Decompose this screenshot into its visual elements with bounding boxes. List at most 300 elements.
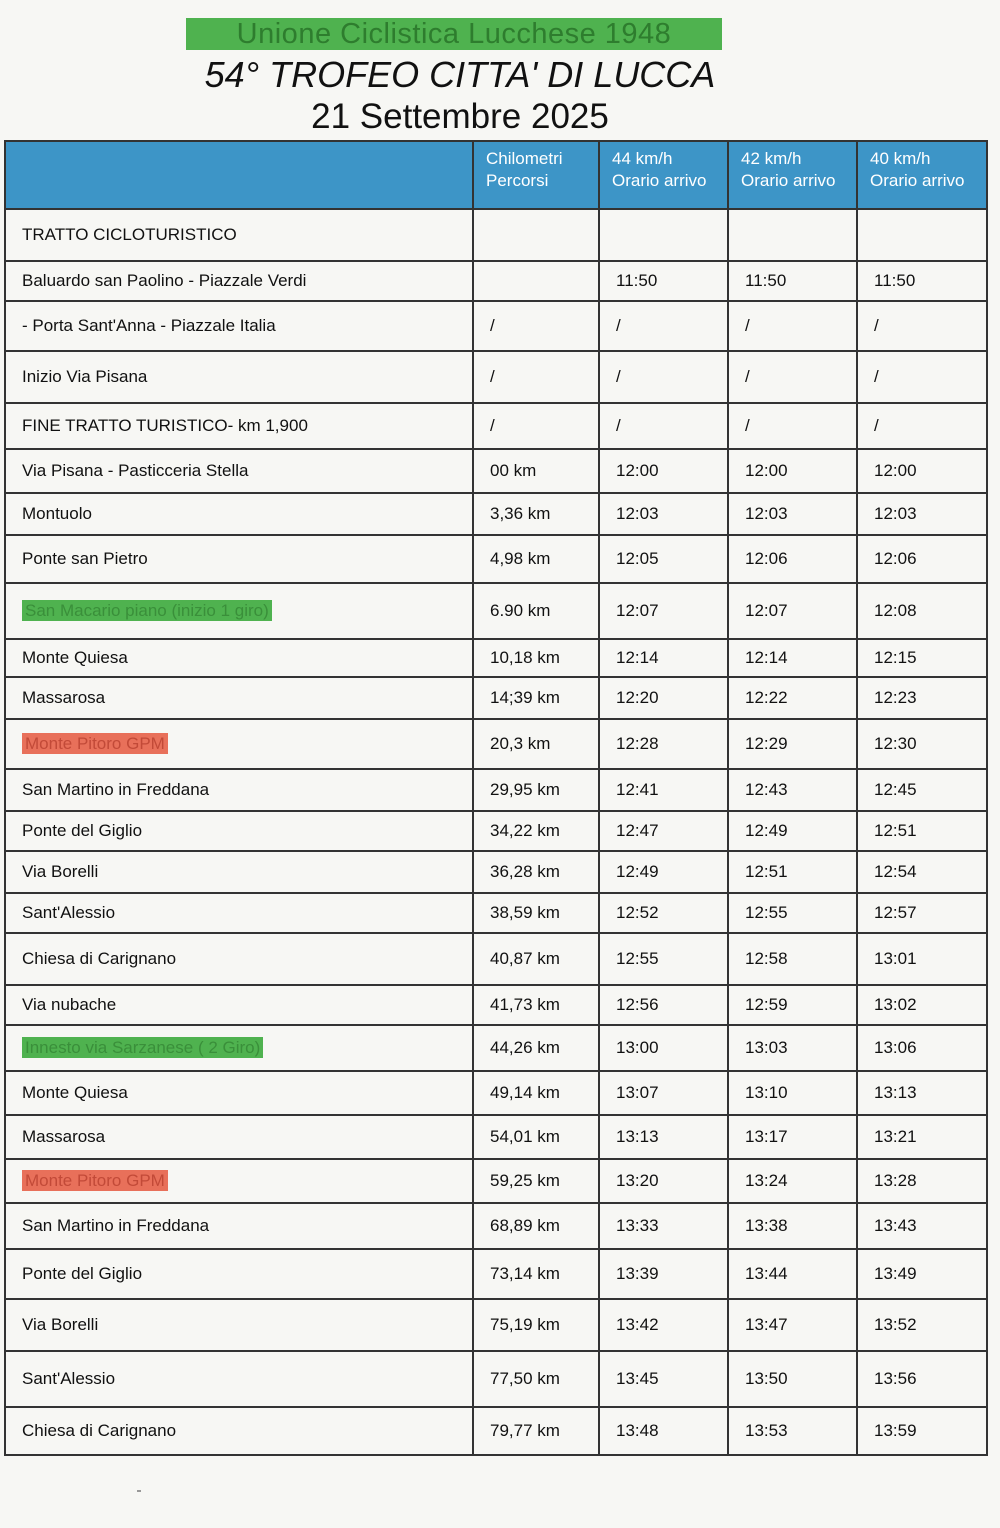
time-40kmh-cell [857, 1115, 987, 1159]
cell-value: 13:44 [745, 1264, 788, 1283]
cell-value: 13:52 [874, 1315, 917, 1334]
time-44kmh-cell [599, 209, 728, 261]
column-header-44kmh: 44 km/h Orario arrivo [599, 141, 728, 209]
cell-value: 13:03 [745, 1038, 788, 1057]
cell-value: 12:55 [745, 903, 788, 922]
time-42kmh-cell [728, 301, 857, 351]
cell-value: 12:03 [874, 504, 917, 523]
cell-value: 13:39 [616, 1264, 659, 1283]
place-cell [5, 261, 473, 301]
time-44kmh-cell [599, 933, 728, 985]
place-cell [5, 811, 473, 851]
cell-value: 12:23 [874, 688, 917, 707]
cell-value: / [490, 316, 495, 335]
place-label: - Porta Sant'Anna - Piazzale Italia [22, 316, 276, 335]
cell-value: 12:56 [616, 995, 659, 1014]
time-42kmh-cell [728, 1351, 857, 1407]
place-label: Montuolo [22, 504, 92, 523]
km-cell [473, 677, 599, 719]
table-row [5, 769, 987, 811]
cell-value: 13:17 [745, 1127, 788, 1146]
cell-value: 13:59 [874, 1421, 917, 1440]
cell-value: 13:49 [874, 1264, 917, 1283]
cell-value: / [745, 416, 750, 435]
cell-value: 12:08 [874, 601, 917, 620]
km-cell [473, 535, 599, 583]
km-cell [473, 769, 599, 811]
time-44kmh-cell [599, 985, 728, 1025]
place-cell [5, 851, 473, 893]
cell-value: 12:51 [745, 862, 788, 881]
time-42kmh-cell [728, 1299, 857, 1351]
cell-value: 12:03 [745, 504, 788, 523]
cell-value: / [616, 316, 621, 335]
place-label: Innesto via Sarzanese ( 2 Giro) [22, 1037, 263, 1058]
cell-value: 12:06 [745, 549, 788, 568]
place-cell [5, 449, 473, 493]
time-44kmh-cell [599, 1203, 728, 1249]
trophy-title: 54° TROFEO CITTA' DI LUCCA [204, 54, 716, 95]
place-cell [5, 1025, 473, 1071]
place-label: Ponte del Giglio [22, 1264, 143, 1283]
table-row [5, 583, 987, 639]
time-40kmh-cell [857, 493, 987, 535]
time-42kmh-cell [728, 351, 857, 403]
time-42kmh-cell [728, 1407, 857, 1455]
time-40kmh-cell [857, 351, 987, 403]
table-row [5, 851, 987, 893]
place-label: Massarosa [22, 688, 106, 707]
time-44kmh-cell [599, 677, 728, 719]
cell-value: 12:45 [874, 780, 917, 799]
cell-value: 12:05 [616, 549, 659, 568]
place-cell [5, 893, 473, 933]
time-40kmh-cell [857, 1299, 987, 1351]
place-cell [5, 1407, 473, 1455]
time-44kmh-cell [599, 811, 728, 851]
km-cell [473, 209, 599, 261]
table-row [5, 261, 987, 301]
time-42kmh-cell [728, 893, 857, 933]
cell-value: 12:55 [616, 949, 659, 968]
table-row [5, 1071, 987, 1115]
cell-value: / [874, 416, 879, 435]
cell-value: 13:47 [745, 1315, 788, 1334]
time-44kmh-cell [599, 1115, 728, 1159]
time-40kmh-cell [857, 535, 987, 583]
km-cell [473, 1203, 599, 1249]
cell-value: 12:57 [874, 903, 917, 922]
table-row [5, 677, 987, 719]
km-cell [473, 351, 599, 403]
table-row [5, 639, 987, 677]
table-row [5, 719, 987, 769]
cell-value: 13:50 [745, 1369, 788, 1388]
place-cell [5, 209, 473, 261]
km-cell [473, 403, 599, 449]
place-label: Via Borelli [22, 862, 99, 881]
cell-value: 13:56 [874, 1369, 917, 1388]
place-label: TRATTO CICLOTURISTICO [22, 225, 237, 244]
table-row [5, 301, 987, 351]
cell-value: 13:42 [616, 1315, 659, 1334]
cell-value: 49,14 km [490, 1083, 560, 1102]
cell-value: 11:50 [745, 271, 787, 290]
cell-value: 12:58 [745, 949, 788, 968]
cell-value: 13:53 [745, 1421, 788, 1440]
column-header-42kmh: 42 km/h Orario arrivo [728, 141, 857, 209]
km-cell [473, 933, 599, 985]
time-42kmh-cell [728, 403, 857, 449]
cell-value: 12:43 [745, 780, 788, 799]
time-42kmh-cell [728, 639, 857, 677]
place-cell [5, 985, 473, 1025]
cell-value: 4,98 km [490, 549, 551, 568]
time-40kmh-cell [857, 933, 987, 985]
time-42kmh-cell [728, 209, 857, 261]
time-40kmh-cell [857, 719, 987, 769]
km-cell [473, 301, 599, 351]
km-cell [473, 1159, 599, 1203]
place-cell [5, 351, 473, 403]
km-cell [473, 851, 599, 893]
column-header-km: Chilometri Percorsi [473, 141, 599, 209]
time-44kmh-cell [599, 1351, 728, 1407]
cell-value: 00 km [490, 461, 537, 480]
cell-value: 40,87 km [490, 949, 560, 968]
cell-value: 13:06 [874, 1038, 917, 1057]
cell-value: 13:28 [874, 1171, 917, 1190]
cell-value: 41,73 km [490, 995, 560, 1014]
table-row [5, 893, 987, 933]
place-cell [5, 1203, 473, 1249]
time-40kmh-cell [857, 261, 987, 301]
km-cell [473, 1351, 599, 1407]
table-row [5, 1249, 987, 1299]
km-cell [473, 583, 599, 639]
cell-value: 12:49 [616, 862, 659, 881]
table-row [5, 493, 987, 535]
place-label: Monte Pitoro GPM [22, 733, 168, 754]
cell-value: 10,18 km [490, 648, 560, 667]
time-44kmh-cell [599, 493, 728, 535]
cell-value: 12:15 [874, 648, 917, 667]
place-cell [5, 403, 473, 449]
cell-value: 12:22 [745, 688, 788, 707]
column-header-40kmh: 40 km/h Orario arrivo [857, 141, 987, 209]
time-40kmh-cell [857, 1249, 987, 1299]
time-40kmh-cell [857, 1407, 987, 1455]
km-cell [473, 493, 599, 535]
place-cell [5, 719, 473, 769]
time-40kmh-cell [857, 769, 987, 811]
time-44kmh-cell [599, 851, 728, 893]
time-44kmh-cell [599, 1071, 728, 1115]
cell-value: 12:30 [874, 734, 917, 753]
cell-value: 12:52 [616, 903, 659, 922]
cell-value: 12:07 [745, 601, 788, 620]
place-label: San Martino in Freddana [22, 780, 210, 799]
place-label: Chiesa di Carignano [22, 949, 177, 968]
time-40kmh-cell [857, 1025, 987, 1071]
time-42kmh-cell [728, 811, 857, 851]
place-cell [5, 1299, 473, 1351]
cell-value: / [874, 367, 879, 386]
cell-value: 12:14 [616, 648, 659, 667]
cell-value: 12:00 [616, 461, 659, 480]
cell-value: 13:00 [616, 1038, 659, 1057]
time-44kmh-cell [599, 403, 728, 449]
cell-value: / [490, 367, 495, 386]
cell-value: 13:07 [616, 1083, 659, 1102]
time-44kmh-cell [599, 583, 728, 639]
cell-value: 12:00 [745, 461, 788, 480]
cell-value: 12:20 [616, 688, 659, 707]
place-cell [5, 493, 473, 535]
cell-value: 44,26 km [490, 1038, 560, 1057]
cell-value: 12:41 [616, 780, 659, 799]
time-42kmh-cell [728, 985, 857, 1025]
time-40kmh-cell [857, 209, 987, 261]
cell-value: 73,14 km [490, 1264, 560, 1283]
table-row [5, 985, 987, 1025]
cell-value: 12:59 [745, 995, 788, 1014]
cell-value: 68,89 km [490, 1216, 560, 1235]
place-cell [5, 1071, 473, 1115]
km-cell [473, 1407, 599, 1455]
cell-value: 13:38 [745, 1216, 788, 1235]
event-date: 21 Settembre 2025 [311, 97, 609, 136]
time-44kmh-cell [599, 1299, 728, 1351]
table-row [5, 351, 987, 403]
km-cell [473, 985, 599, 1025]
cell-value: 12:07 [616, 601, 659, 620]
time-42kmh-cell [728, 769, 857, 811]
time-44kmh-cell [599, 639, 728, 677]
time-44kmh-cell [599, 351, 728, 403]
place-cell [5, 1249, 473, 1299]
cell-value: 13:13 [616, 1127, 659, 1146]
place-cell [5, 677, 473, 719]
time-40kmh-cell [857, 639, 987, 677]
scan-speck [137, 1490, 141, 1492]
time-44kmh-cell [599, 261, 728, 301]
time-42kmh-cell [728, 1159, 857, 1203]
cell-value: 13:01 [874, 949, 917, 968]
cell-value: 13:10 [745, 1083, 788, 1102]
place-label: Monte Quiesa [22, 1083, 128, 1102]
km-cell [473, 1299, 599, 1351]
km-cell [473, 719, 599, 769]
table-row [5, 1025, 987, 1071]
km-cell [473, 893, 599, 933]
time-42kmh-cell [728, 535, 857, 583]
time-42kmh-cell [728, 1249, 857, 1299]
time-42kmh-cell [728, 933, 857, 985]
time-40kmh-cell [857, 893, 987, 933]
cell-value: 12:00 [874, 461, 917, 480]
cell-value: / [616, 367, 621, 386]
time-42kmh-cell [728, 583, 857, 639]
time-44kmh-cell [599, 301, 728, 351]
time-42kmh-cell [728, 1025, 857, 1071]
place-label: Sant'Alessio [22, 1369, 116, 1388]
cell-value: 11:50 [616, 271, 658, 290]
cell-value: 12:49 [745, 821, 788, 840]
table-row [5, 449, 987, 493]
table-row [5, 1115, 987, 1159]
time-42kmh-cell [728, 493, 857, 535]
cell-value: 12:14 [745, 648, 788, 667]
place-label: Massarosa [22, 1127, 106, 1146]
cell-value: 75,19 km [490, 1315, 560, 1334]
cell-value: 12:51 [874, 821, 917, 840]
cell-value: / [745, 316, 750, 335]
table-row [5, 403, 987, 449]
km-cell [473, 639, 599, 677]
club-name: Unione Ciclistica Lucchese 1948 [186, 18, 722, 50]
cell-value: 3,36 km [490, 504, 551, 523]
place-label: Baluardo san Paolino - Piazzale Verdi [22, 271, 307, 290]
place-cell [5, 535, 473, 583]
cell-value: 12:03 [616, 504, 659, 523]
place-cell [5, 769, 473, 811]
time-42kmh-cell [728, 1115, 857, 1159]
place-label: San Macario piano (inizio 1 giro) [22, 600, 272, 621]
place-cell [5, 301, 473, 351]
table-row [5, 1203, 987, 1249]
cell-value: 13:48 [616, 1421, 659, 1440]
cell-value: 34,22 km [490, 821, 560, 840]
cell-value: 12:47 [616, 821, 659, 840]
table-row [5, 209, 987, 261]
time-40kmh-cell [857, 301, 987, 351]
km-cell [473, 1025, 599, 1071]
km-cell [473, 261, 599, 301]
place-label: Chiesa di Carignano [22, 1421, 177, 1440]
cell-value: 13:13 [874, 1083, 917, 1102]
cell-value: 11:50 [874, 271, 916, 290]
time-40kmh-cell [857, 449, 987, 493]
time-44kmh-cell [599, 719, 728, 769]
time-42kmh-cell [728, 449, 857, 493]
km-cell [473, 1071, 599, 1115]
place-cell [5, 933, 473, 985]
cell-value: / [490, 416, 495, 435]
place-label: Ponte san Pietro [22, 549, 148, 568]
place-label: Ponte del Giglio [22, 821, 143, 840]
place-cell [5, 1351, 473, 1407]
table-row [5, 1351, 987, 1407]
place-label: San Martino in Freddana [22, 1216, 210, 1235]
place-label: Via Borelli [22, 1315, 99, 1334]
time-40kmh-cell [857, 1071, 987, 1115]
time-44kmh-cell [599, 893, 728, 933]
time-42kmh-cell [728, 719, 857, 769]
time-42kmh-cell [728, 1071, 857, 1115]
place-label: Sant'Alessio [22, 903, 116, 922]
schedule-table [4, 140, 988, 1456]
time-40kmh-cell [857, 1203, 987, 1249]
time-40kmh-cell [857, 811, 987, 851]
time-40kmh-cell [857, 1159, 987, 1203]
table-row [5, 811, 987, 851]
place-cell [5, 583, 473, 639]
table-row [5, 1299, 987, 1351]
time-42kmh-cell [728, 261, 857, 301]
table-row [5, 933, 987, 985]
cell-value: 13:02 [874, 995, 917, 1014]
km-cell [473, 1115, 599, 1159]
time-40kmh-cell [857, 1351, 987, 1407]
cell-value: 38,59 km [490, 903, 560, 922]
cell-value: 59,25 km [490, 1171, 560, 1190]
cell-value: / [616, 416, 621, 435]
place-label: Via nubache [22, 995, 117, 1014]
place-cell [5, 1115, 473, 1159]
table-row [5, 535, 987, 583]
time-44kmh-cell [599, 535, 728, 583]
place-cell [5, 1159, 473, 1203]
cell-value: 36,28 km [490, 862, 560, 881]
time-42kmh-cell [728, 851, 857, 893]
time-44kmh-cell [599, 769, 728, 811]
cell-value: 13:24 [745, 1171, 788, 1190]
time-44kmh-cell [599, 1025, 728, 1071]
cell-value: 20,3 km [490, 734, 551, 753]
time-44kmh-cell [599, 1249, 728, 1299]
cell-value: / [745, 367, 750, 386]
column-header-place [5, 141, 473, 209]
place-cell [5, 639, 473, 677]
table-row [5, 1159, 987, 1203]
table-row [5, 1407, 987, 1455]
time-40kmh-cell [857, 583, 987, 639]
cell-value: 13:20 [616, 1171, 659, 1190]
cell-value: 6.90 km [490, 601, 551, 620]
time-44kmh-cell [599, 1159, 728, 1203]
time-40kmh-cell [857, 677, 987, 719]
time-40kmh-cell [857, 985, 987, 1025]
cell-value: 12:28 [616, 734, 659, 753]
km-cell [473, 811, 599, 851]
cell-value: 12:54 [874, 862, 917, 881]
place-label: Inizio Via Pisana [22, 367, 148, 386]
place-label: Via Pisana - Pasticceria Stella [22, 461, 249, 480]
cell-value: 13:33 [616, 1216, 659, 1235]
cell-value: 13:21 [874, 1127, 917, 1146]
time-44kmh-cell [599, 449, 728, 493]
cell-value: / [874, 316, 879, 335]
cell-value: 12:06 [874, 549, 917, 568]
place-label: Monte Quiesa [22, 648, 128, 667]
time-40kmh-cell [857, 851, 987, 893]
cell-value: 13:45 [616, 1369, 659, 1388]
cell-value: 79,77 km [490, 1421, 560, 1440]
time-44kmh-cell [599, 1407, 728, 1455]
km-cell [473, 449, 599, 493]
cell-value: 14;39 km [490, 688, 560, 707]
km-cell [473, 1249, 599, 1299]
place-label: Monte Pitoro GPM [22, 1170, 168, 1191]
time-42kmh-cell [728, 677, 857, 719]
time-42kmh-cell [728, 1203, 857, 1249]
table-header-row [5, 141, 987, 209]
time-40kmh-cell [857, 403, 987, 449]
cell-value: 12:29 [745, 734, 788, 753]
document-header [0, 0, 1000, 140]
cell-value: 29,95 km [490, 780, 560, 799]
